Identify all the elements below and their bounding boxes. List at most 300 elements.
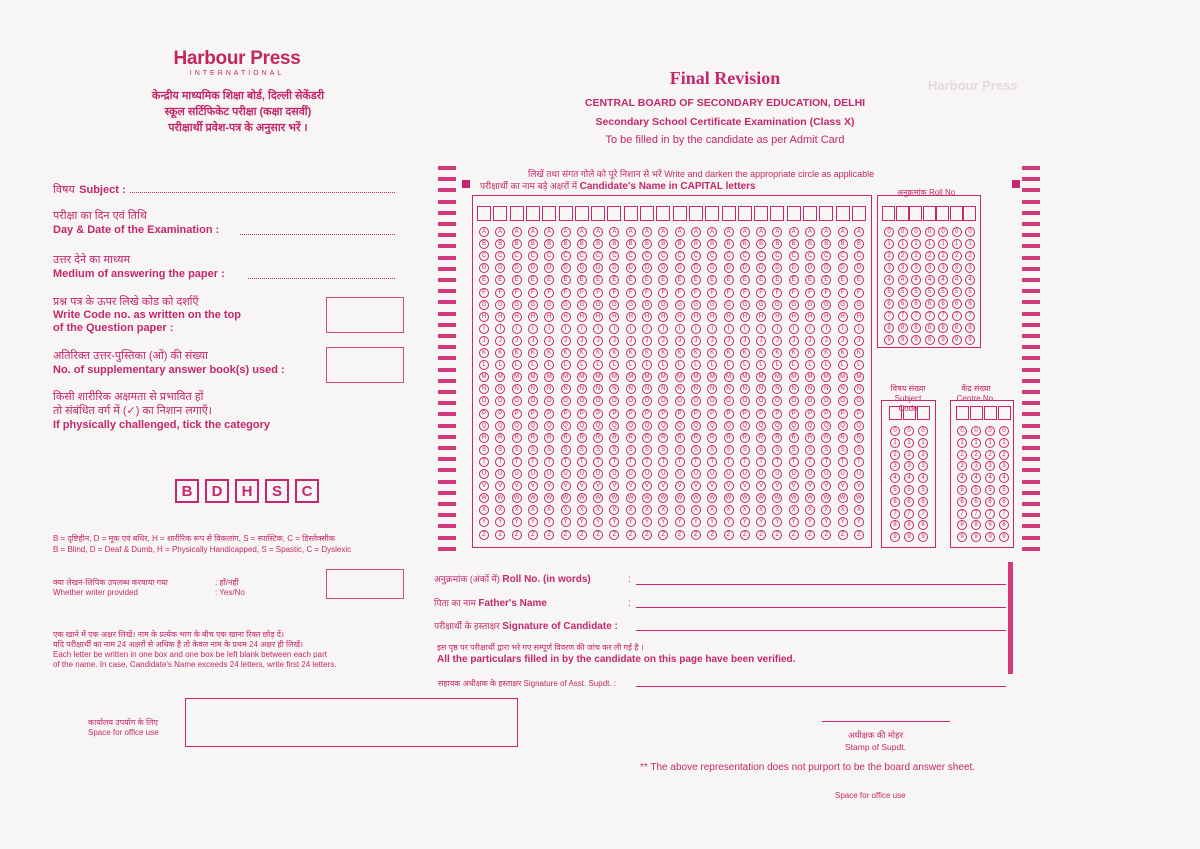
name-bubble[interactable]: Q: [512, 421, 522, 431]
name-bubble[interactable]: M: [495, 372, 505, 382]
name-bubble[interactable]: G: [642, 300, 652, 310]
centre-bubble[interactable]: 2: [957, 450, 967, 460]
centre-bubble[interactable]: 4: [985, 473, 995, 483]
name-bubble[interactable]: N: [642, 384, 652, 394]
name-letter-box[interactable]: [852, 206, 866, 221]
rollno-digit-box[interactable]: [963, 206, 976, 221]
name-bubble[interactable]: G: [821, 300, 831, 310]
centre-bubble[interactable]: 2: [985, 450, 995, 460]
centre-bubble[interactable]: 7: [957, 509, 967, 519]
name-bubble[interactable]: A: [675, 227, 685, 237]
name-bubble[interactable]: J: [789, 336, 799, 346]
name-bubble[interactable]: Z: [724, 530, 734, 540]
name-bubble[interactable]: U: [805, 469, 815, 479]
name-bubble[interactable]: E: [561, 275, 571, 285]
name-bubble[interactable]: E: [854, 275, 864, 285]
name-bubble[interactable]: R: [609, 433, 619, 443]
name-bubble[interactable]: V: [495, 481, 505, 491]
name-bubble[interactable]: K: [756, 348, 766, 358]
name-bubble[interactable]: V: [772, 481, 782, 491]
name-bubble[interactable]: E: [821, 275, 831, 285]
centre-bubble[interactable]: 9: [957, 532, 967, 542]
name-bubble[interactable]: A: [854, 227, 864, 237]
centre-bubble[interactable]: 9: [985, 532, 995, 542]
rollno-bubble[interactable]: 4: [952, 275, 962, 285]
subject-code-bubble[interactable]: 7: [890, 509, 900, 519]
name-letter-box[interactable]: [640, 206, 654, 221]
name-bubble[interactable]: Q: [593, 421, 603, 431]
name-letter-box[interactable]: [542, 206, 556, 221]
name-bubble[interactable]: R: [577, 433, 587, 443]
name-bubble[interactable]: M: [577, 372, 587, 382]
name-bubble[interactable]: O: [479, 396, 489, 406]
name-bubble[interactable]: B: [495, 239, 505, 249]
name-bubble[interactable]: Z: [805, 530, 815, 540]
name-bubble[interactable]: Y: [658, 517, 668, 527]
name-bubble[interactable]: X: [724, 505, 734, 515]
name-bubble[interactable]: P: [838, 409, 848, 419]
name-bubble[interactable]: Q: [495, 421, 505, 431]
name-bubble[interactable]: B: [658, 239, 668, 249]
rollno-bubble[interactable]: 9: [898, 335, 908, 345]
name-bubble[interactable]: E: [691, 275, 701, 285]
name-bubble[interactable]: S: [609, 445, 619, 455]
name-bubble[interactable]: C: [609, 251, 619, 261]
name-bubble[interactable]: Q: [821, 421, 831, 431]
name-bubble[interactable]: Y: [561, 517, 571, 527]
name-bubble[interactable]: K: [691, 348, 701, 358]
name-bubble[interactable]: M: [544, 372, 554, 382]
name-bubble[interactable]: E: [642, 275, 652, 285]
name-bubble[interactable]: T: [838, 457, 848, 467]
name-bubble[interactable]: H: [838, 312, 848, 322]
subject-code-bubble[interactable]: 3: [890, 461, 900, 471]
name-bubble[interactable]: T: [658, 457, 668, 467]
name-bubble[interactable]: H: [658, 312, 668, 322]
name-bubble[interactable]: K: [838, 348, 848, 358]
name-bubble[interactable]: L: [561, 360, 571, 370]
name-bubble[interactable]: S: [838, 445, 848, 455]
name-bubble[interactable]: T: [495, 457, 505, 467]
name-letter-box[interactable]: [787, 206, 801, 221]
name-bubble[interactable]: M: [772, 372, 782, 382]
rollno-bubble[interactable]: 3: [938, 263, 948, 273]
name-bubble[interactable]: F: [658, 288, 668, 298]
name-bubble[interactable]: F: [675, 288, 685, 298]
name-bubble[interactable]: L: [740, 360, 750, 370]
name-bubble[interactable]: R: [512, 433, 522, 443]
name-bubble[interactable]: I: [512, 324, 522, 334]
name-bubble[interactable]: K: [658, 348, 668, 358]
name-bubble[interactable]: S: [544, 445, 554, 455]
name-bubble[interactable]: P: [756, 409, 766, 419]
category-box-b[interactable]: B: [175, 479, 199, 503]
name-bubble[interactable]: C: [528, 251, 538, 261]
name-bubble[interactable]: N: [772, 384, 782, 394]
name-bubble[interactable]: T: [691, 457, 701, 467]
name-bubble[interactable]: P: [495, 409, 505, 419]
name-bubble[interactable]: D: [561, 263, 571, 273]
name-bubble[interactable]: Z: [577, 530, 587, 540]
centre-bubble[interactable]: 1: [999, 438, 1009, 448]
name-bubble[interactable]: E: [544, 275, 554, 285]
name-bubble[interactable]: M: [609, 372, 619, 382]
name-bubble[interactable]: H: [789, 312, 799, 322]
name-bubble[interactable]: R: [658, 433, 668, 443]
name-bubble[interactable]: U: [854, 469, 864, 479]
name-bubble[interactable]: C: [740, 251, 750, 261]
name-bubble[interactable]: O: [544, 396, 554, 406]
name-bubble[interactable]: B: [544, 239, 554, 249]
rollno-bubble[interactable]: 0: [884, 227, 894, 237]
name-bubble[interactable]: T: [544, 457, 554, 467]
name-letter-box[interactable]: [689, 206, 703, 221]
name-bubble[interactable]: A: [724, 227, 734, 237]
rollno-bubble[interactable]: 7: [884, 311, 894, 321]
centre-bubble[interactable]: 4: [957, 473, 967, 483]
name-bubble[interactable]: U: [789, 469, 799, 479]
name-bubble[interactable]: G: [675, 300, 685, 310]
name-bubble[interactable]: H: [707, 312, 717, 322]
subject-code-bubble[interactable]: 6: [918, 497, 928, 507]
name-bubble[interactable]: U: [642, 469, 652, 479]
name-bubble[interactable]: W: [821, 493, 831, 503]
name-bubble[interactable]: X: [838, 505, 848, 515]
name-bubble[interactable]: A: [658, 227, 668, 237]
name-bubble[interactable]: N: [544, 384, 554, 394]
rollno-bubble[interactable]: 1: [938, 239, 948, 249]
rollno-bubble[interactable]: 0: [952, 227, 962, 237]
rollno-bubble[interactable]: 5: [911, 287, 921, 297]
name-bubble[interactable]: O: [658, 396, 668, 406]
subject-code-bubble[interactable]: 8: [890, 520, 900, 530]
rollno-bubble[interactable]: 6: [925, 299, 935, 309]
name-bubble[interactable]: I: [658, 324, 668, 334]
name-bubble[interactable]: W: [740, 493, 750, 503]
name-bubble[interactable]: K: [593, 348, 603, 358]
name-bubble[interactable]: C: [724, 251, 734, 261]
name-bubble[interactable]: O: [854, 396, 864, 406]
name-bubble[interactable]: Q: [658, 421, 668, 431]
name-bubble[interactable]: Z: [626, 530, 636, 540]
name-bubble[interactable]: V: [577, 481, 587, 491]
name-bubble[interactable]: V: [642, 481, 652, 491]
name-bubble[interactable]: R: [675, 433, 685, 443]
name-bubble[interactable]: S: [707, 445, 717, 455]
name-bubble[interactable]: Z: [707, 530, 717, 540]
name-bubble[interactable]: K: [561, 348, 571, 358]
name-bubble[interactable]: Q: [707, 421, 717, 431]
name-bubble[interactable]: S: [658, 445, 668, 455]
name-bubble[interactable]: Y: [854, 517, 864, 527]
name-bubble[interactable]: C: [479, 251, 489, 261]
name-bubble[interactable]: U: [772, 469, 782, 479]
name-bubble[interactable]: H: [609, 312, 619, 322]
name-bubble[interactable]: D: [593, 263, 603, 273]
name-bubble[interactable]: I: [642, 324, 652, 334]
centre-bubble[interactable]: 7: [985, 509, 995, 519]
office-box[interactable]: [185, 698, 518, 747]
name-bubble[interactable]: F: [528, 288, 538, 298]
name-bubble[interactable]: W: [854, 493, 864, 503]
rollno-bubble[interactable]: 1: [911, 239, 921, 249]
name-bubble[interactable]: Z: [854, 530, 864, 540]
rollno-bubble[interactable]: 4: [911, 275, 921, 285]
name-letter-box[interactable]: [803, 206, 817, 221]
name-bubble[interactable]: I: [479, 324, 489, 334]
rollno-bubble[interactable]: 7: [938, 311, 948, 321]
name-bubble[interactable]: D: [577, 263, 587, 273]
name-bubble[interactable]: X: [821, 505, 831, 515]
name-bubble[interactable]: Q: [789, 421, 799, 431]
name-bubble[interactable]: J: [495, 336, 505, 346]
centre-bubble[interactable]: 5: [985, 485, 995, 495]
name-bubble[interactable]: Z: [740, 530, 750, 540]
name-letter-box[interactable]: [770, 206, 784, 221]
name-bubble[interactable]: W: [479, 493, 489, 503]
name-bubble[interactable]: O: [756, 396, 766, 406]
rollno-bubble[interactable]: 2: [952, 251, 962, 261]
name-bubble[interactable]: R: [756, 433, 766, 443]
name-bubble[interactable]: D: [691, 263, 701, 273]
centre-bubble[interactable]: 3: [985, 461, 995, 471]
name-letter-box[interactable]: [836, 206, 850, 221]
rollno-bubble[interactable]: 6: [911, 299, 921, 309]
name-bubble[interactable]: L: [626, 360, 636, 370]
name-bubble[interactable]: X: [544, 505, 554, 515]
name-bubble[interactable]: A: [740, 227, 750, 237]
name-letter-box[interactable]: [493, 206, 507, 221]
name-bubble[interactable]: Z: [495, 530, 505, 540]
rollno-bubble[interactable]: 9: [925, 335, 935, 345]
centre-bubble[interactable]: 6: [957, 497, 967, 507]
name-bubble[interactable]: W: [691, 493, 701, 503]
rollno-bubble[interactable]: 8: [911, 323, 921, 333]
name-bubble[interactable]: R: [495, 433, 505, 443]
name-letter-box[interactable]: [510, 206, 524, 221]
name-bubble[interactable]: X: [805, 505, 815, 515]
name-bubble[interactable]: Q: [805, 421, 815, 431]
name-bubble[interactable]: D: [740, 263, 750, 273]
name-bubble[interactable]: C: [512, 251, 522, 261]
name-bubble[interactable]: Q: [854, 421, 864, 431]
name-bubble[interactable]: A: [789, 227, 799, 237]
name-bubble[interactable]: D: [642, 263, 652, 273]
name-bubble[interactable]: Q: [626, 421, 636, 431]
name-bubble[interactable]: G: [577, 300, 587, 310]
name-bubble[interactable]: I: [756, 324, 766, 334]
name-bubble[interactable]: W: [561, 493, 571, 503]
rollno-bubble[interactable]: 2: [898, 251, 908, 261]
name-bubble[interactable]: J: [577, 336, 587, 346]
name-bubble[interactable]: C: [821, 251, 831, 261]
name-bubble[interactable]: B: [707, 239, 717, 249]
name-bubble[interactable]: U: [724, 469, 734, 479]
name-bubble[interactable]: I: [577, 324, 587, 334]
name-bubble[interactable]: B: [821, 239, 831, 249]
name-bubble[interactable]: K: [707, 348, 717, 358]
name-bubble[interactable]: M: [675, 372, 685, 382]
name-bubble[interactable]: O: [821, 396, 831, 406]
name-bubble[interactable]: O: [805, 396, 815, 406]
name-bubble[interactable]: R: [707, 433, 717, 443]
name-bubble[interactable]: H: [854, 312, 864, 322]
rollno-bubble[interactable]: 3: [911, 263, 921, 273]
name-bubble[interactable]: P: [593, 409, 603, 419]
code-box[interactable]: [326, 297, 404, 333]
centre-box[interactable]: [998, 406, 1011, 420]
rollno-bubble[interactable]: 3: [884, 263, 894, 273]
subject-code-bubble[interactable]: 0: [890, 426, 900, 436]
name-bubble[interactable]: I: [675, 324, 685, 334]
name-bubble[interactable]: P: [528, 409, 538, 419]
rollno-bubble[interactable]: 0: [911, 227, 921, 237]
name-bubble[interactable]: C: [772, 251, 782, 261]
name-bubble[interactable]: Z: [789, 530, 799, 540]
subject-code-bubble[interactable]: 8: [904, 520, 914, 530]
name-bubble[interactable]: Y: [577, 517, 587, 527]
name-bubble[interactable]: K: [609, 348, 619, 358]
name-bubble[interactable]: A: [691, 227, 701, 237]
name-bubble[interactable]: U: [609, 469, 619, 479]
name-bubble[interactable]: W: [772, 493, 782, 503]
name-bubble[interactable]: P: [789, 409, 799, 419]
name-bubble[interactable]: V: [789, 481, 799, 491]
name-bubble[interactable]: X: [528, 505, 538, 515]
rollno-bubble[interactable]: 5: [965, 287, 975, 297]
name-bubble[interactable]: Y: [691, 517, 701, 527]
name-letter-box[interactable]: [559, 206, 573, 221]
name-bubble[interactable]: R: [838, 433, 848, 443]
rollno-bubble[interactable]: 2: [938, 251, 948, 261]
name-bubble[interactable]: G: [756, 300, 766, 310]
name-bubble[interactable]: D: [772, 263, 782, 273]
rollno-bubble[interactable]: 5: [925, 287, 935, 297]
name-bubble[interactable]: C: [838, 251, 848, 261]
name-bubble[interactable]: A: [479, 227, 489, 237]
name-bubble[interactable]: A: [577, 227, 587, 237]
name-bubble[interactable]: O: [740, 396, 750, 406]
name-bubble[interactable]: K: [495, 348, 505, 358]
name-bubble[interactable]: A: [707, 227, 717, 237]
rollno-digit-box[interactable]: [950, 206, 963, 221]
name-bubble[interactable]: H: [561, 312, 571, 322]
name-bubble[interactable]: Q: [642, 421, 652, 431]
subject-code-bubble[interactable]: 3: [904, 461, 914, 471]
name-bubble[interactable]: X: [561, 505, 571, 515]
name-bubble[interactable]: E: [838, 275, 848, 285]
name-bubble[interactable]: H: [593, 312, 603, 322]
name-bubble[interactable]: Y: [512, 517, 522, 527]
name-bubble[interactable]: N: [561, 384, 571, 394]
name-bubble[interactable]: F: [805, 288, 815, 298]
name-bubble[interactable]: E: [593, 275, 603, 285]
name-bubble[interactable]: K: [772, 348, 782, 358]
name-bubble[interactable]: D: [495, 263, 505, 273]
subject-code-bubble[interactable]: 1: [904, 438, 914, 448]
name-bubble[interactable]: B: [838, 239, 848, 249]
name-bubble[interactable]: T: [577, 457, 587, 467]
rollno-bubble[interactable]: 7: [965, 311, 975, 321]
subject-code-bubble[interactable]: 4: [918, 473, 928, 483]
name-bubble[interactable]: C: [756, 251, 766, 261]
name-letter-box[interactable]: [477, 206, 491, 221]
name-bubble[interactable]: P: [740, 409, 750, 419]
name-bubble[interactable]: T: [805, 457, 815, 467]
centre-bubble[interactable]: 9: [971, 532, 981, 542]
rollno-bubble[interactable]: 9: [952, 335, 962, 345]
name-bubble[interactable]: G: [495, 300, 505, 310]
rollno-bubble[interactable]: 1: [952, 239, 962, 249]
name-bubble[interactable]: P: [805, 409, 815, 419]
subject-input-line[interactable]: [130, 192, 395, 193]
name-bubble[interactable]: X: [854, 505, 864, 515]
name-bubble[interactable]: V: [821, 481, 831, 491]
name-bubble[interactable]: Z: [675, 530, 685, 540]
name-bubble[interactable]: Z: [528, 530, 538, 540]
name-bubble[interactable]: R: [561, 433, 571, 443]
name-bubble[interactable]: R: [642, 433, 652, 443]
name-bubble[interactable]: W: [528, 493, 538, 503]
centre-bubble[interactable]: 6: [971, 497, 981, 507]
name-bubble[interactable]: Y: [593, 517, 603, 527]
name-bubble[interactable]: J: [772, 336, 782, 346]
name-bubble[interactable]: K: [642, 348, 652, 358]
writer-box[interactable]: [326, 569, 404, 599]
name-bubble[interactable]: L: [512, 360, 522, 370]
name-bubble[interactable]: S: [528, 445, 538, 455]
rollno-digit-box[interactable]: [882, 206, 895, 221]
name-bubble[interactable]: U: [528, 469, 538, 479]
subject-code-box[interactable]: [889, 406, 902, 420]
name-bubble[interactable]: L: [854, 360, 864, 370]
name-letter-box[interactable]: [575, 206, 589, 221]
rollno-bubble[interactable]: 1: [884, 239, 894, 249]
name-bubble[interactable]: R: [593, 433, 603, 443]
supplementary-box[interactable]: [326, 347, 404, 383]
name-bubble[interactable]: G: [805, 300, 815, 310]
name-bubble[interactable]: S: [577, 445, 587, 455]
name-bubble[interactable]: U: [838, 469, 848, 479]
name-bubble[interactable]: M: [658, 372, 668, 382]
name-bubble[interactable]: K: [675, 348, 685, 358]
name-bubble[interactable]: K: [512, 348, 522, 358]
name-bubble[interactable]: T: [675, 457, 685, 467]
centre-bubble[interactable]: 0: [971, 426, 981, 436]
subject-code-bubble[interactable]: 9: [918, 532, 928, 542]
name-bubble[interactable]: F: [724, 288, 734, 298]
name-bubble[interactable]: M: [821, 372, 831, 382]
name-bubble[interactable]: C: [577, 251, 587, 261]
name-bubble[interactable]: T: [609, 457, 619, 467]
name-bubble[interactable]: I: [544, 324, 554, 334]
name-bubble[interactable]: N: [512, 384, 522, 394]
name-bubble[interactable]: M: [479, 372, 489, 382]
name-bubble[interactable]: R: [544, 433, 554, 443]
name-bubble[interactable]: X: [707, 505, 717, 515]
name-bubble[interactable]: W: [756, 493, 766, 503]
name-bubble[interactable]: B: [789, 239, 799, 249]
name-bubble[interactable]: F: [544, 288, 554, 298]
name-bubble[interactable]: V: [479, 481, 489, 491]
name-bubble[interactable]: D: [805, 263, 815, 273]
name-bubble[interactable]: Y: [805, 517, 815, 527]
name-bubble[interactable]: D: [675, 263, 685, 273]
name-bubble[interactable]: J: [691, 336, 701, 346]
centre-bubble[interactable]: 4: [971, 473, 981, 483]
subject-code-bubble[interactable]: 6: [890, 497, 900, 507]
name-bubble[interactable]: X: [740, 505, 750, 515]
